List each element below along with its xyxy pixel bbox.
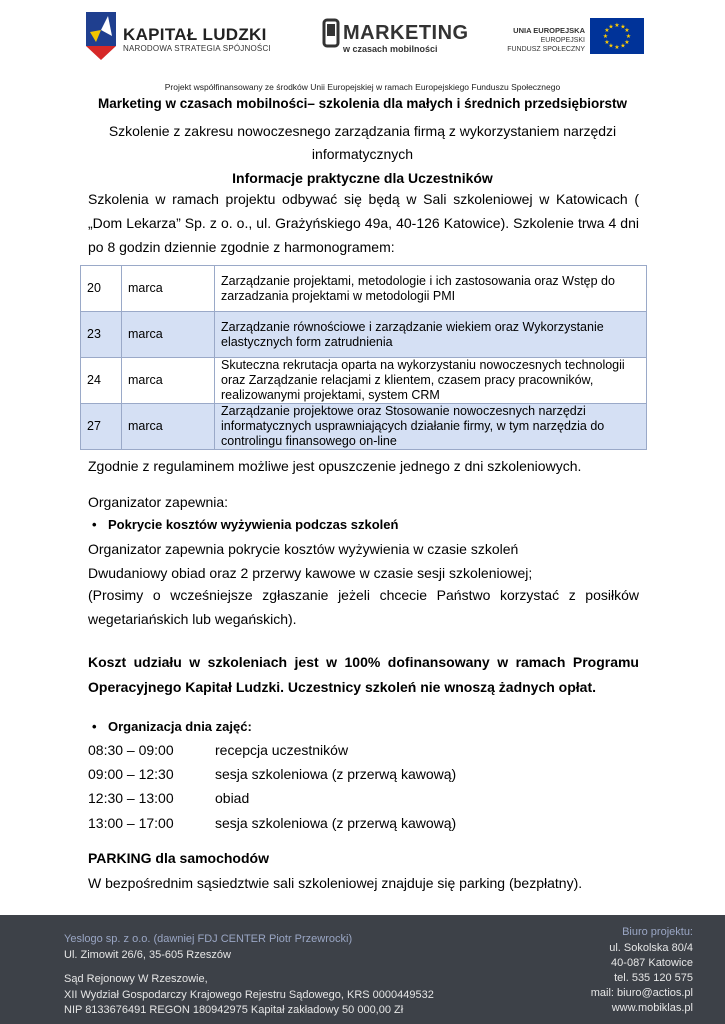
table-row xyxy=(81,404,647,450)
table-row xyxy=(81,358,647,404)
table-row xyxy=(81,266,647,312)
schedule-month: marca xyxy=(122,266,215,312)
ue-line2: EUROPEJSKI xyxy=(540,37,585,44)
marketing-title: MARKETING xyxy=(343,22,469,44)
day-activity: obiad xyxy=(215,790,250,806)
kapital-ludzki-title: KAPITAŁ LUDZKI xyxy=(123,25,267,44)
schedule-day: 20 xyxy=(81,266,122,312)
footer-office-title: Biuro projektu: xyxy=(622,926,693,938)
cost-paragraph: Koszt udziału w szkoleniach jest w 100% dofinansowany w ramach Programu Operacyjnego Kapitał Ludzki. Uczestnicy szkoleń nie wnoszą żadnych opłat. xyxy=(88,654,639,695)
day-time: 09:00 – 12:30 xyxy=(88,766,174,782)
footer-address: Ul. Zimowit 26/6, 35-605 Rzeszów xyxy=(64,949,231,961)
table-row xyxy=(81,312,647,358)
schedule-table xyxy=(80,265,647,450)
parking-title: PARKING dla samochodów xyxy=(88,850,269,866)
day-time: 08:30 – 09:00 xyxy=(88,742,174,758)
svg-text:★: ★ xyxy=(624,27,630,34)
parking-text: W bezpośrednim sąsiedztwie sali szkoleniowej znajduje się parking (bezpłatny). xyxy=(88,875,583,891)
kapital-ludzki-logo-icon xyxy=(82,10,120,62)
footer-office-city: 40-087 Katowice xyxy=(611,957,693,969)
doc-subtitle-2: informatycznych xyxy=(311,146,414,162)
kapital-ludzki-subtitle: NARODOWA STRATEGIA SPÓJNOŚCI xyxy=(123,44,271,53)
day-activity: sesja szkoleniowa (z przerwą kawową) xyxy=(215,815,457,831)
footer-website[interactable]: www.mobiklas.pl xyxy=(611,1002,693,1014)
schedule-topic: Skuteczna rekrutacja oparta na wykorzystaniu nowoczesnych technologii oraz Zarządzanie relacjami z klientem, czasem pracy pracowników, realizowanymi projektami, system CRM xyxy=(215,358,647,404)
footer xyxy=(0,915,725,1024)
svg-text:★: ★ xyxy=(602,33,609,40)
footer-office-street: ul. Sokolska 80/4 xyxy=(609,942,693,954)
svg-text:★: ★ xyxy=(625,33,632,40)
footer-email[interactable]: mail: biuro@actios.pl xyxy=(590,987,693,999)
svg-text:★: ★ xyxy=(614,44,620,51)
day-time: 12:30 – 13:00 xyxy=(88,790,174,806)
schedule-month: marca xyxy=(122,358,215,404)
doc-subtitle-1: Szkolenie z zakresu nowoczesnego zarządzania firmą z wykorzystaniem narzędzi xyxy=(108,123,617,139)
organizer-text: Organizator zapewnia: xyxy=(88,494,229,510)
doc-title: Marketing w czasach mobilności– szkolenia dla małych i średnich przedsiębiorstw xyxy=(98,96,627,111)
food-line-2: Dwudaniowy obiad oraz 2 przerwy kawowe w czasie sesji szkoleniowej; xyxy=(88,565,533,581)
section-title: Informacje praktyczne dla Uczestników xyxy=(232,170,493,186)
food-line-3: (Prosimy o wcześniejsze zgłaszanie jeżeli chcecie Państwo korzystać z posiłków wegetariańskich lub wegańskich). xyxy=(88,587,639,627)
footer-nip: NIP 8133676491 REGON 180942975 Kapitał zakładowy 50 000,00 Zł xyxy=(64,1004,404,1016)
bullet-day: • Organizacja dnia zajęć: xyxy=(108,719,252,734)
svg-text:★: ★ xyxy=(604,27,610,34)
svg-text:★: ★ xyxy=(620,42,626,50)
eu-flag-icon xyxy=(590,18,644,54)
svg-text:★: ★ xyxy=(624,39,630,46)
footer-phone: tel. 535 120 575 xyxy=(614,972,693,984)
schedule-topic: Zarządzanie projektowe oraz Stosowanie nowoczesnych narzędzi informatycznych usprawniających działanie firmy, w tym narzędzia do controlingu finansowego on-line xyxy=(215,404,647,450)
schedule-month: marca xyxy=(122,312,215,358)
svg-text:★: ★ xyxy=(608,23,614,31)
marketing-logo-icon xyxy=(322,18,342,48)
schedule-day: 23 xyxy=(81,312,122,358)
bullet-food: • Pokrycie kosztów wyżywienia podczas szkoleń xyxy=(108,517,398,532)
schedule-day: 24 xyxy=(81,358,122,404)
food-line-1: Organizator zapewnia pokrycie kosztów wyżywienia w czasie szkoleń xyxy=(88,541,519,557)
schedule-topic: Zarządzanie projektami, metodologie i ich zastosowania oraz Wstęp do zarzadzania projektami w metodologii PMI xyxy=(215,266,647,312)
svg-text:★: ★ xyxy=(608,42,614,50)
day-activity: sesja szkoleniowa (z przerwą kawową) xyxy=(215,766,457,782)
day-activity: recepcja uczestników xyxy=(215,742,349,758)
day-time: 13:00 – 17:00 xyxy=(88,815,174,831)
svg-text:★: ★ xyxy=(614,22,620,29)
footer-company: Yeslogo sp. z o.o. (dawniej FDJ CENTER Piotr Przewrocki) xyxy=(64,933,353,945)
intro-paragraph: Szkolenia w ramach projektu odbywać się będą w Sali szkoleniowej w Katowicach ( „Dom Lekarza” Sp. z o. o., ul. Grażyńskiego 49a, 40-126 Katowice). Szkolenie trwa 4 dni po 8 godzin dziennie zgodnie z harmonogramem: xyxy=(88,191,639,255)
schedule-month: marca xyxy=(122,404,215,450)
footer-court: Sąd Rejonowy W Rzeszowie, xyxy=(64,973,208,985)
svg-text:★: ★ xyxy=(620,23,626,31)
project-note: Projekt współfinansowany ze środków Unii Europejskiej w ramach Europejskiego Funduszu Społecznego xyxy=(164,82,561,92)
marketing-subtitle: w czasach mobilności xyxy=(343,44,438,54)
ue-line1: UNIA EUROPEJSKA xyxy=(513,26,585,35)
schedule-day: 27 xyxy=(81,404,122,450)
eu-text xyxy=(500,26,585,54)
footer-krs: XII Wydział Gospodarczy Krajowego Rejestru Sądowego, KRS 0000449532 xyxy=(64,989,434,1001)
schedule-topic: Zarządzanie równościowe i zarządzanie wiekiem oraz Wykorzystanie elastycznych form zatrudnienia xyxy=(215,312,647,358)
regulation-text: Zgodnie z regulaminem możliwe jest opuszczenie jednego z dni szkoleniowych. xyxy=(88,458,582,474)
svg-text:★: ★ xyxy=(604,39,610,46)
ue-line3: FUNDUSZ SPOŁECZNY xyxy=(507,46,585,53)
